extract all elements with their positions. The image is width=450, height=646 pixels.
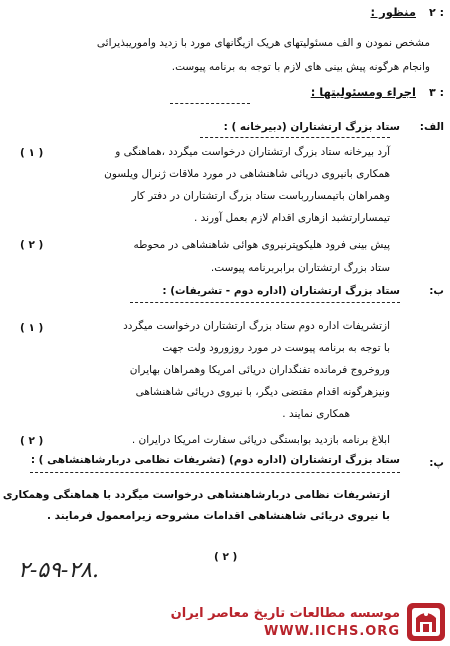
be-label: ب:	[429, 285, 444, 297]
page-number: ( ۲ )	[214, 551, 238, 563]
be-item-1-line-4: ونیزهرگونه اقدام مقتضی دیگر، با نیروی دریائی شاهنشاهی	[135, 386, 390, 398]
alef-label: الف:	[419, 121, 444, 133]
section-2-title: منظور :	[370, 5, 416, 19]
be-item-2-line-1: ابلاغ برنامه بازدید بوابستگی دریائی سفارت امریکا درایران .	[131, 434, 390, 446]
institute-url: WWW.IICHS.ORG	[263, 624, 400, 639]
section-3-number: ۳ :	[429, 86, 444, 99]
be-item-1-line-2: با توجه به برنامه پیوست در مورد روزورود ولت جهت	[162, 342, 390, 354]
be-item-1-line-3: وروخروج فرمانده تفنگداران دریائی امریکا وهمراهان بهایران	[129, 364, 390, 376]
handwritten-note: ۲-۵۹-۲۸.	[18, 558, 99, 583]
iichs-emblem-icon	[406, 602, 446, 642]
section-2-number: ۲ :	[429, 6, 444, 19]
be-item-1-line-5: همکاری نمایند .	[282, 408, 350, 420]
alef-item-1-line-2: همکاری بانیروی دریائی شاهنشاهی در مورد ملاقات ژنرال ویلسون	[104, 168, 390, 180]
dashed-rule	[130, 302, 400, 303]
pe-line-2: با نیروی دریائی شاهنشاهی اقدامات مشروحه زیرامعمول فرمایند .	[46, 510, 390, 522]
alef-item-1-number: ( ۱ )	[20, 147, 44, 159]
pe-title: ستاد بزرگ ارتشتاران (اداره دوم) (تشریفات نظامی دربارشاهنشاهی ) :	[30, 454, 400, 466]
alef-item-2-line-2: ستاد بزرگ ارتشتاران برابربرنامه پیوست.	[210, 262, 390, 274]
be-item-1-line-1: ازتشریفات اداره دوم ستاد بزرگ ارتشتاران درخواست میگردد	[123, 320, 390, 332]
section-2-line-2: وانجام هرگونه پیش بینی های لازم با توجه به برنامه پیوست.	[171, 61, 430, 73]
section-2-line-1: مشخص نمودن و الف مسئولیتهای هریک ازیگانهای مورد با زدید واموریبذیرائی	[96, 37, 430, 49]
dashed-rule	[170, 103, 250, 104]
alef-item-2-number: ( ۲ )	[20, 239, 44, 251]
alef-item-1-line-3: وهمراهان باتیمساررباست ستاد بزرگ ارتشتاران در دفتر کار	[131, 190, 390, 202]
be-title: ستاد بزرگ ارتشتاران (اداره دوم - تشریفات) :	[162, 285, 400, 297]
section-3-title: اجراء ومسئولیتها :	[310, 85, 416, 99]
pe-label: پ:	[429, 457, 444, 469]
alef-item-1-line-4: تیمسارارتشبد ازهاری اقدام لازم بعمل آورند .	[193, 212, 390, 224]
alef-item-1-line-1: آرد بیرخانه ستاد بزرگ ارتشتاران درخواست میگردد ،هماهنگی و	[115, 146, 390, 158]
be-item-2-number: ( ۲ )	[20, 435, 44, 447]
pe-line-1: ازتشریفات نظامی دربارشاهنشاهی درخواست میگردد با هماهنگی وهمکاری	[2, 489, 390, 501]
dashed-rule	[30, 472, 400, 473]
be-item-1-number: ( ۱ )	[20, 322, 44, 334]
alef-title: ستاد بزرگ ارتشتاران (دبیرخانه ) :	[223, 121, 400, 133]
alef-item-2-line-1: پیش بینی فرود هلیکوپترنیروی هوائی شاهنشاهی در محوطه	[133, 239, 390, 251]
institute-name: موسسه مطالعات تاریخ معاصر ایران	[170, 606, 400, 621]
dashed-rule	[200, 137, 390, 138]
